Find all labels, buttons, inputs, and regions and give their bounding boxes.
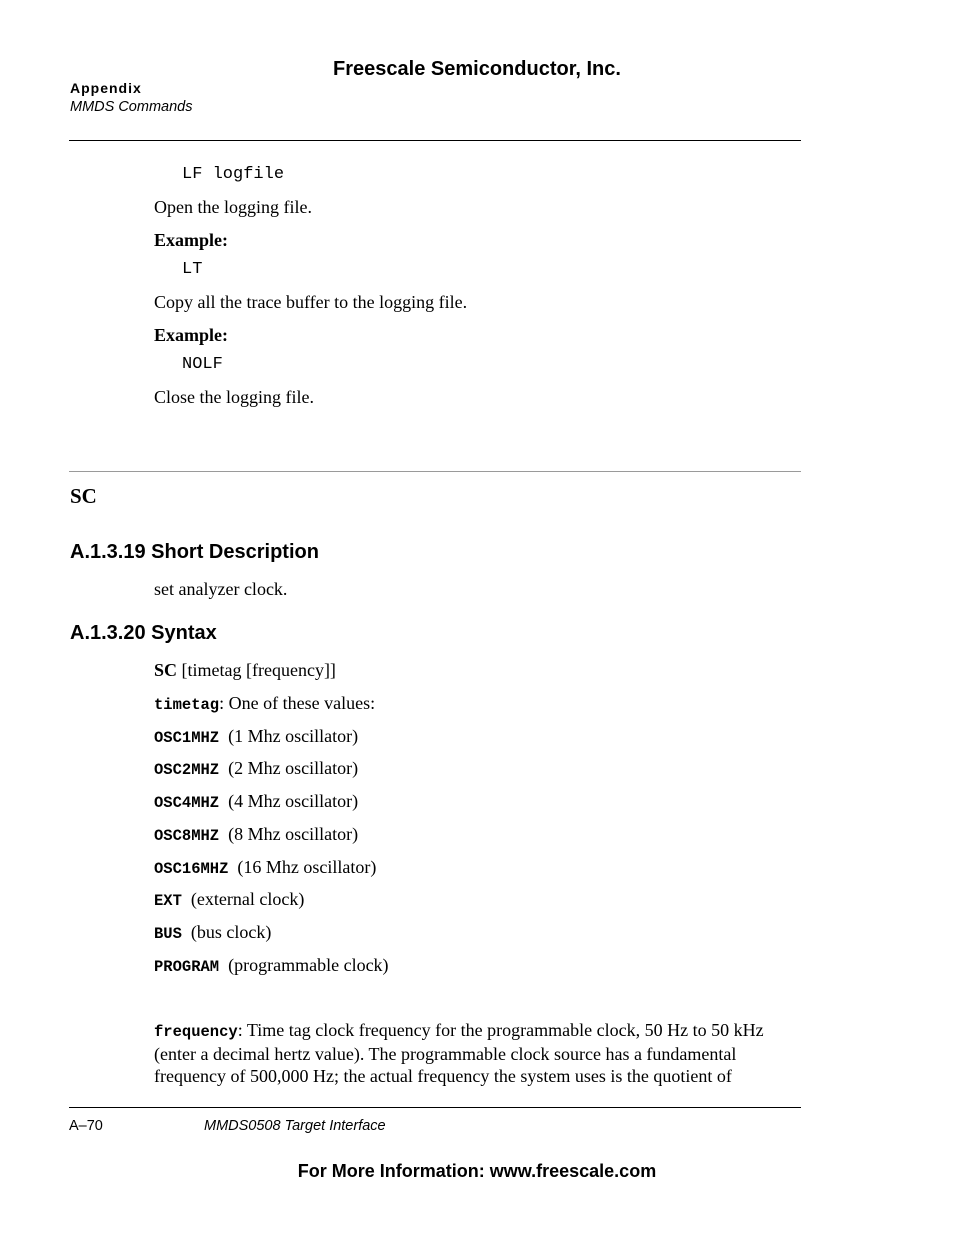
option-desc: (bus clock): [190, 922, 272, 942]
syntax-line: [154, 660, 336, 681]
command-title: SC: [70, 484, 97, 508]
option-item: [154, 857, 376, 878]
option-item: [154, 922, 271, 943]
frequency-desc: : Time tag clock frequency for the programmable clock, 50 Hz to 50 kHz (enter a decimal hertz value). The programmable clock source has a fundamental frequency of 500,000 Hz; the actual frequency the system uses is the quotient of: [154, 1020, 764, 1086]
code-lf-logfile: LF logfile: [182, 165, 285, 184]
footer-rule: [69, 1107, 801, 1108]
option-item: [154, 758, 358, 779]
desc-lt: Copy all the trace buffer to the logging file.: [154, 292, 468, 312]
option-code: PROGRAM: [154, 958, 220, 976]
option-desc: (4 Mhz oscillator): [228, 791, 359, 811]
subsection-label: MMDS Commands: [70, 99, 193, 115]
code-nolf: NOLF: [182, 355, 223, 374]
option-desc: (programmable clock): [228, 955, 389, 975]
frequency-paragraph: [154, 1019, 804, 1087]
syntax-args: [timetag [frequency]]: [177, 660, 336, 680]
example-label: Example:: [154, 230, 228, 250]
heading-short-description: A.1.3.19 Short Description: [70, 541, 319, 563]
syntax-command: SC: [154, 660, 178, 680]
code-lt: LT: [182, 260, 203, 279]
timetag-line: [154, 693, 375, 714]
option-item: [154, 824, 358, 845]
option-code: OSC2MHZ: [154, 761, 220, 779]
option-code: BUS: [154, 925, 182, 943]
more-info-footer: For More Information: www.freescale.com: [297, 1161, 657, 1181]
timetag-desc: : One of these values:: [219, 693, 376, 713]
company-header: Freescale Semiconductor, Inc.: [333, 58, 621, 80]
option-desc: (16 Mhz oscillator): [237, 857, 377, 877]
page-number: A–70: [69, 1118, 103, 1134]
option-item: [154, 955, 389, 976]
heading-syntax: A.1.3.20 Syntax: [70, 622, 217, 644]
example-label: Example:: [154, 325, 228, 345]
option-item: [154, 726, 358, 747]
option-code: OSC1MHZ: [154, 729, 220, 747]
option-code: EXT: [154, 892, 182, 910]
option-desc: (1 Mhz oscillator): [228, 726, 359, 746]
desc-nolf: Close the logging file.: [154, 387, 314, 407]
option-desc: (external clock): [190, 889, 305, 909]
header-rule: [69, 140, 801, 141]
short-description-text: set analyzer clock.: [154, 579, 288, 599]
option-code: OSC16MHZ: [154, 860, 229, 878]
option-code: OSC4MHZ: [154, 794, 220, 812]
option-desc: (8 Mhz oscillator): [228, 824, 359, 844]
option-item: [154, 791, 358, 812]
option-item: [154, 889, 304, 910]
desc-lf: Open the logging file.: [154, 197, 312, 217]
section-label: Appendix: [70, 80, 142, 96]
option-desc: (2 Mhz oscillator): [228, 758, 359, 778]
option-code: OSC8MHZ: [154, 827, 220, 845]
document-title: MMDS0508 Target Interface: [204, 1118, 386, 1134]
section-divider: [69, 471, 801, 472]
frequency-label: frequency: [154, 1023, 238, 1041]
timetag-label: timetag: [154, 696, 220, 714]
